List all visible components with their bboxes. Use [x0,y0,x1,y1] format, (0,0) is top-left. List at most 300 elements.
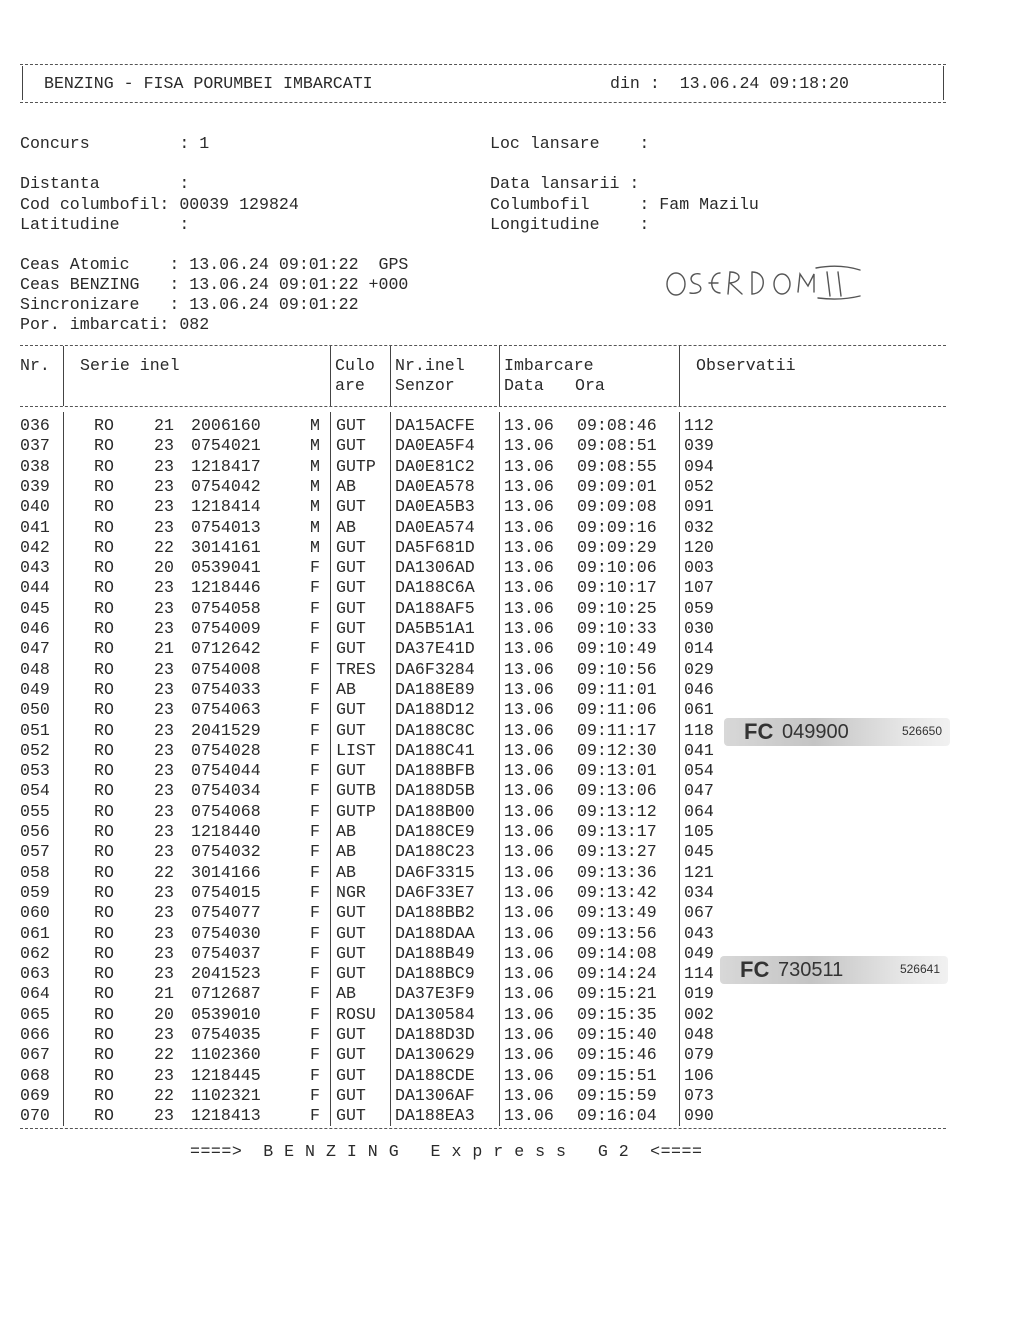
row-date: 13.06 [504,416,554,435]
row-date: 13.06 [504,1004,554,1024]
row-date: 13.06 [504,720,554,740]
table-row [20,680,740,700]
row-date: 13.06 [504,984,554,1004]
col-header-serie: Serie inel [80,356,180,375]
table-row [20,781,740,801]
concurs-field: Concurs : 1 [20,134,210,153]
table-row [20,416,740,436]
table-row [20,599,740,619]
row-color: GUT [336,619,366,638]
row-year: 23 [154,436,174,456]
row-ring-number: 1218413 [191,1106,261,1126]
row-time: 09:10:49 [577,639,657,659]
row-date: 13.06 [504,903,554,923]
row-sex: M [310,416,320,435]
row-date: 13.06 [504,1106,554,1126]
row-observatii: 030 [684,619,714,638]
row-observatii: 064 [684,801,714,821]
table-row [20,538,740,558]
table-row [20,944,740,964]
row-color: TRES [336,659,376,679]
row-sex: F [310,984,320,1004]
row-color: GUT [336,720,366,740]
row-nr: 058 [20,862,50,882]
row-nr: 043 [20,558,50,578]
row-nr: 067 [20,1045,50,1065]
row-observatii: 090 [684,1106,714,1126]
row-date: 13.06 [504,964,554,984]
row-time: 09:13:27 [577,842,657,862]
col-header-are: are [335,376,365,395]
table-row [20,883,740,903]
row-time: 09:14:24 [577,964,657,984]
row-sex: F [310,700,320,720]
row-nr: 066 [20,1025,50,1044]
ring-label-2 [720,956,948,984]
por-imbarcati-field: Por. imbarcati: 082 [20,315,210,334]
row-observatii: 106 [684,1065,714,1085]
row-sex: F [310,1085,320,1105]
row-observatii: 059 [684,598,714,618]
table-row [20,842,740,862]
row-year: 23 [154,801,174,821]
row-nr: 052 [20,740,50,760]
report-date-value: 13.06.24 09:18:20 [679,74,850,93]
row-sex: F [310,882,320,902]
row-country: RO [94,842,114,862]
row-ring-number: 0754037 [191,943,261,963]
row-sex: F [310,740,320,760]
row-color: GUT [336,537,366,557]
row-year: 23 [154,882,174,902]
table-row [20,660,740,680]
row-sex: F [310,1065,320,1085]
row-nr: 057 [20,842,50,862]
row-observatii: 079 [684,1045,714,1065]
header-right-border [943,66,944,100]
row-time: 09:15:51 [577,1065,657,1085]
header-divider-nr [63,346,64,406]
row-country: RO [94,598,114,618]
row-year: 23 [154,659,174,679]
row-observatii: 067 [684,903,714,923]
header-divider-imbarcare [679,346,680,406]
row-year: 22 [154,1085,174,1105]
row-country: RO [94,923,114,943]
row-sensor: DA188D5B [395,781,475,801]
table-row [20,1025,740,1045]
row-color: GUT [336,964,366,984]
row-observatii: 029 [684,659,714,679]
row-nr: 056 [20,822,50,841]
ring-label-1-number: 049900 [782,721,849,743]
row-color: GUTP [336,801,376,821]
row-year: 23 [154,476,174,496]
row-nr: 041 [20,517,50,537]
sincronizare-field: Sincronizare : 13.06.24 09:01:22 [20,295,359,314]
row-sensor: DA5B51A1 [395,619,475,638]
row-observatii: 039 [684,436,714,456]
row-time: 09:13:42 [577,882,657,902]
row-date: 13.06 [504,639,554,659]
row-ring-number: 0754013 [191,517,261,537]
row-sex: F [310,822,320,841]
row-sensor: DA5F681D [395,537,475,557]
header-divider-culo [390,346,391,406]
row-year: 23 [154,578,174,598]
row-sex: F [310,862,320,882]
row-ring-number: 1218445 [191,1065,261,1085]
row-color: GUT [336,1106,366,1126]
row-time: 09:13:49 [577,903,657,923]
row-color: AB [336,862,356,882]
row-nr: 055 [20,801,50,821]
row-sensor: DA0EA5B3 [395,497,475,517]
row-sex: F [310,659,320,679]
row-time: 09:13:01 [577,761,657,781]
table-bottom-border [20,1128,946,1129]
row-color: AB [336,984,356,1004]
row-sex: F [310,720,320,740]
ring-label-2-number: 730511 [778,959,844,981]
row-color: LIST [336,740,376,760]
row-nr: 049 [20,679,50,699]
row-country: RO [94,720,114,740]
row-time: 09:09:29 [577,537,657,557]
row-ring-number: 1102360 [191,1045,261,1065]
row-time: 09:11:17 [577,720,657,740]
row-year: 20 [154,558,174,578]
row-ring-number: 0539010 [191,1004,261,1024]
row-ring-number: 0754034 [191,781,261,801]
row-sex: M [310,436,320,456]
row-sensor: DA188C6A [395,578,475,598]
row-date: 13.06 [504,619,554,638]
row-sex: F [310,578,320,598]
row-ring-number: 0754033 [191,679,261,699]
row-year: 23 [154,1106,174,1126]
row-time: 09:09:16 [577,517,657,537]
table-row [20,984,740,1004]
row-time: 09:15:21 [577,984,657,1004]
row-sensor: DA188BFB [395,761,475,781]
row-nr: 042 [20,537,50,557]
row-date: 13.06 [504,700,554,720]
latitudine-field: Latitudine : [20,215,190,234]
row-nr: 063 [20,964,50,984]
row-year: 22 [154,862,174,882]
row-sensor: DA188C8C [395,720,475,740]
row-sensor: DA188AF5 [395,598,475,618]
ceas-atomic-field: Ceas Atomic : 13.06.24 09:01:22 GPS [20,255,409,274]
row-sensor: DA188CDE [395,1065,475,1085]
row-time: 09:12:30 [577,740,657,760]
row-sex: F [310,781,320,801]
row-time: 09:15:46 [577,1045,657,1065]
row-date: 13.06 [504,1025,554,1044]
row-observatii: 114 [684,964,714,984]
row-year: 23 [154,923,174,943]
table-row [20,578,740,598]
row-date: 13.06 [504,436,554,456]
row-color: GUTB [336,781,376,801]
cod-columbofil-field: Cod columbofil: 00039 129824 [20,195,299,214]
row-color: GUT [336,1045,366,1065]
table-row [20,639,740,659]
row-country: RO [94,619,114,638]
row-nr: 051 [20,720,50,740]
row-sensor: DA0EA5F4 [395,436,475,456]
row-ring-number: 0754015 [191,882,261,902]
row-date: 13.06 [504,842,554,862]
row-sex: M [310,456,320,476]
row-country: RO [94,659,114,679]
row-ring-number: 0754032 [191,842,261,862]
row-country: RO [94,537,114,557]
row-nr: 039 [20,476,50,496]
row-year: 23 [154,781,174,801]
row-sensor: DA188B00 [395,801,475,821]
row-observatii: 073 [684,1085,714,1105]
row-time: 09:13:12 [577,801,657,821]
row-ring-number: 2041529 [191,720,261,740]
row-year: 20 [154,1004,174,1024]
row-date: 13.06 [504,659,554,679]
row-year: 23 [154,619,174,638]
row-sex: F [310,639,320,659]
row-time: 09:16:04 [577,1106,657,1126]
row-sensor: DA188CE9 [395,822,475,841]
row-year: 23 [154,1025,174,1044]
row-time: 09:13:36 [577,862,657,882]
header-divider-senzor [499,346,500,406]
row-date: 13.06 [504,578,554,598]
table-row [20,964,740,984]
col-header-imbarcare: Imbarcare [504,356,594,375]
row-observatii: 105 [684,822,714,841]
row-observatii: 061 [684,700,714,720]
row-date: 13.06 [504,801,554,821]
row-date: 13.06 [504,517,554,537]
row-country: RO [94,436,114,456]
row-ring-number: 0754030 [191,923,261,943]
row-sex: M [310,497,320,517]
row-country: RO [94,416,114,435]
row-date: 13.06 [504,943,554,963]
row-sensor: DA15ACFE [395,416,475,435]
report-date-label: din : [610,74,660,93]
row-color: GUT [336,639,366,659]
row-country: RO [94,862,114,882]
row-date: 13.06 [504,862,554,882]
table-row [20,558,740,578]
row-year: 23 [154,1065,174,1085]
row-year: 21 [154,984,174,1004]
col-header-data: Data [504,376,544,395]
row-observatii: 054 [684,761,714,781]
row-color: ROSU [336,1004,376,1024]
row-nr: 065 [20,1004,50,1024]
row-nr: 044 [20,578,50,598]
report-date [610,74,849,94]
header-top-border [20,64,946,65]
row-country: RO [94,781,114,801]
row-nr: 060 [20,903,50,923]
row-date: 13.06 [504,679,554,699]
row-ring-number: 0754028 [191,740,261,760]
row-ring-number: 1218414 [191,497,261,517]
row-nr: 070 [20,1106,50,1126]
row-sex: F [310,598,320,618]
row-observatii: 002 [684,1004,714,1024]
col-header-culo: Culo [335,356,375,375]
row-ring-number: 0712642 [191,639,261,659]
row-ring-number: 3014161 [191,537,261,557]
row-observatii: 043 [684,923,714,943]
row-ring-number: 1102321 [191,1085,261,1105]
row-nr: 040 [20,497,50,517]
row-date: 13.06 [504,882,554,902]
row-country: RO [94,517,114,537]
row-sensor: DA1306AD [395,558,475,578]
row-time: 09:10:33 [577,619,657,638]
row-sensor: DA188B49 [395,943,475,963]
row-country: RO [94,1065,114,1085]
row-color: NGR [336,882,366,902]
col-header-nrinel: Nr.inel [395,356,465,375]
row-country: RO [94,801,114,821]
row-ring-number: 0754058 [191,598,261,618]
row-nr: 053 [20,761,50,781]
table-row [20,1106,740,1126]
row-ring-number: 1218417 [191,456,261,476]
row-year: 23 [154,700,174,720]
row-ring-number: 0754044 [191,761,261,781]
row-nr: 037 [20,436,50,456]
row-color: GUT [336,558,366,578]
row-sex: M [310,537,320,557]
table-row [20,741,740,761]
row-country: RO [94,558,114,578]
table-row [20,518,740,538]
row-date: 13.06 [504,558,554,578]
row-color: GUT [336,1025,366,1044]
row-country: RO [94,984,114,1004]
row-nr: 045 [20,598,50,618]
row-sensor: DA1306AF [395,1085,475,1105]
col-header-ora: Ora [575,376,605,395]
footer-banner: ====> B E N Z I N G E x p r e s s G 2 <==== [190,1142,703,1161]
row-sensor: DA188C23 [395,842,475,862]
row-year: 23 [154,964,174,984]
row-year: 21 [154,416,174,435]
row-sex: F [310,619,320,638]
table-row [20,436,740,456]
row-sex: F [310,801,320,821]
loc-lansare-field: Loc lansare : [490,134,650,153]
longitudine-field: Longitudine : [490,215,650,234]
row-country: RO [94,1004,114,1024]
table-row [20,924,740,944]
row-time: 09:09:08 [577,497,657,517]
row-country: RO [94,497,114,517]
row-time: 09:10:56 [577,659,657,679]
row-country: RO [94,1025,114,1044]
row-country: RO [94,943,114,963]
row-ring-number: 2041523 [191,964,261,984]
row-country: RO [94,822,114,841]
row-sex: F [310,1045,320,1065]
row-country: RO [94,882,114,902]
row-time: 09:10:17 [577,578,657,598]
row-sex: F [310,1025,320,1044]
row-sensor: DA188C41 [395,740,475,760]
ring-label-1 [724,718,950,746]
row-color: GUT [336,700,366,720]
row-nr: 038 [20,456,50,476]
row-sensor: DA6F33E7 [395,882,475,902]
handwritten-note [662,262,862,302]
row-ring-number: 0754077 [191,903,261,923]
row-sensor: DA188EA3 [395,1106,475,1126]
table-row [20,1045,740,1065]
row-sex: F [310,903,320,923]
row-color: GUT [336,1085,366,1105]
row-observatii: 052 [684,476,714,496]
col-header-observatii: Observatii [696,356,796,375]
row-sex: M [310,476,320,496]
row-nr: 054 [20,781,50,801]
row-nr: 069 [20,1085,50,1105]
row-sensor: DA188D3D [395,1025,475,1044]
row-ring-number: 1218440 [191,822,261,841]
table-row [20,619,740,639]
row-sensor: DA188DAA [395,923,475,943]
row-observatii: 048 [684,1025,714,1044]
table-row [20,457,740,477]
row-date: 13.06 [504,1085,554,1105]
row-observatii: 107 [684,578,714,598]
row-sex: F [310,558,320,578]
row-sensor: DA188E89 [395,679,475,699]
row-country: RO [94,456,114,476]
row-sensor: DA188BB2 [395,903,475,923]
ring-label-1-ring: 526650 [901,724,942,738]
table-row [20,700,740,720]
row-color: AB [336,842,356,862]
row-ring-number: 1218446 [191,578,261,598]
row-year: 23 [154,842,174,862]
row-time: 09:10:25 [577,598,657,618]
row-nr: 046 [20,619,50,638]
row-time: 09:11:06 [577,700,657,720]
row-sensor: DA37E41D [395,639,475,659]
row-color: AB [336,822,356,841]
row-observatii: 121 [684,862,714,882]
row-sensor: DA0EA574 [395,517,475,537]
row-nr: 036 [20,416,50,435]
row-ring-number: 0754068 [191,801,261,821]
row-ring-number: 0754009 [191,619,261,638]
row-time: 09:15:40 [577,1025,657,1044]
row-time: 09:08:55 [577,456,657,476]
table-row [20,863,740,883]
row-date: 13.06 [504,1045,554,1065]
row-sex: F [310,679,320,699]
row-time: 09:14:08 [577,943,657,963]
row-sex: F [310,923,320,943]
row-ring-number: 3014166 [191,862,261,882]
